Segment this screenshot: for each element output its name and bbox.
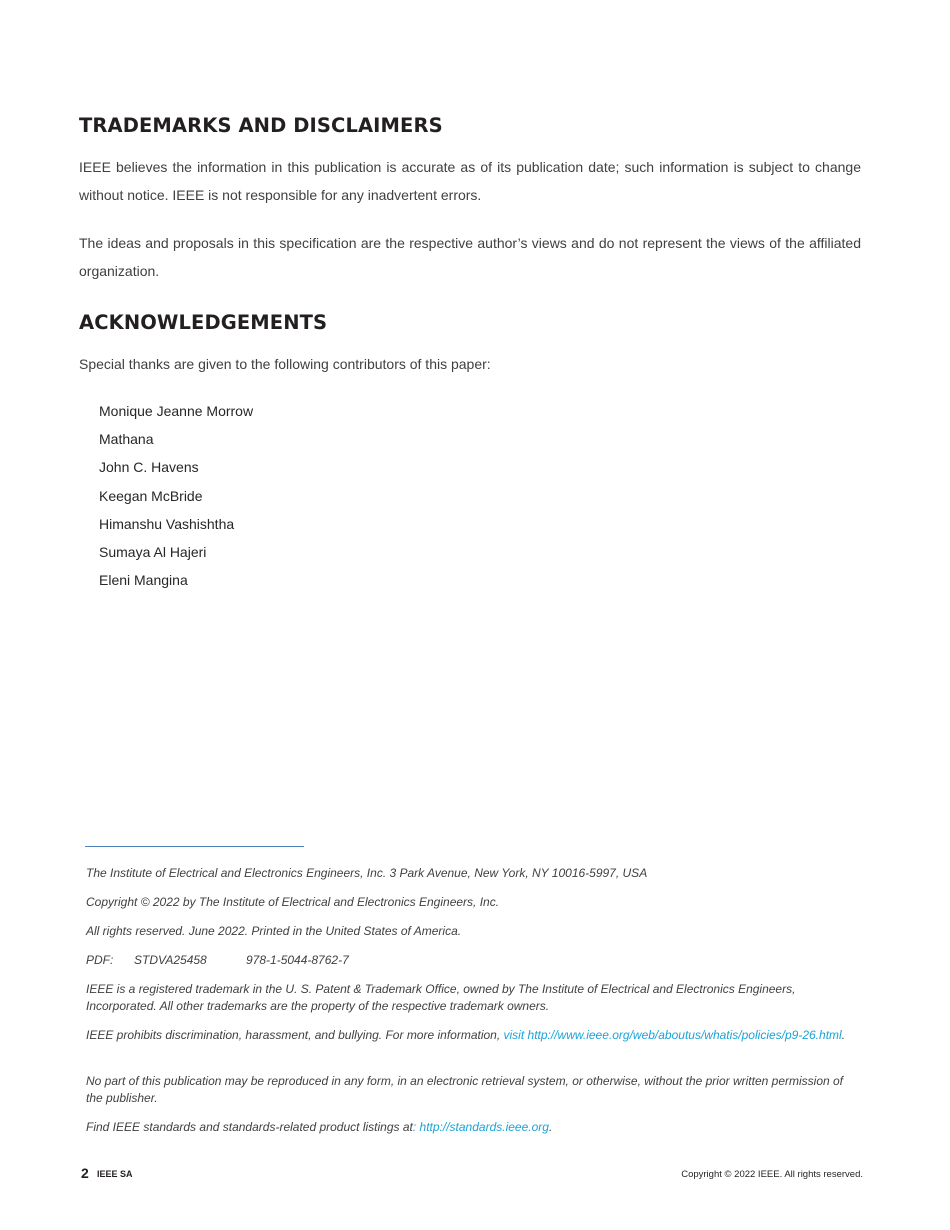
contributor-item: Sumaya Al Hajeri — [99, 544, 207, 561]
footnote-trademark: IEEE is a registered trademark in the U. S. Patent & Trademark Office, owned by The Institute of Electrical and Electronics Engineers, Incorporated. All other trademarks are the property of the respective trademark owners. — [86, 982, 796, 1013]
discrimination-text: IEEE prohibits discrimination, harassment, and bullying. For more information, — [86, 1028, 504, 1042]
footer-brand: IEEE SA — [97, 1169, 133, 1179]
page-number: 2 — [81, 1165, 89, 1181]
policy-link[interactable]: visit http://www.ieee.org/web/aboutus/whatis/policies/p9-26.html — [503, 1028, 842, 1042]
contributor-item: Keegan McBride — [99, 487, 203, 504]
acknowledgements-intro: Special thanks are given to the following contributors of this paper: — [79, 356, 491, 372]
discrimination-end: . — [841, 1028, 846, 1042]
find-text: Find IEEE standards and standards-related product listings at — [86, 1120, 413, 1134]
contributor-item: Monique Jeanne Morrow — [99, 403, 254, 419]
contributor-item: Mathana — [99, 431, 154, 448]
footnote-rights: All rights reserved. June 2022. Printed in the United States of America. — [86, 924, 462, 938]
find-end: . — [548, 1120, 553, 1134]
trademarks-paragraph-2: The ideas and proposals in this specification are the respective author’s views and do not represent the views of the affiliated organization. — [79, 235, 861, 279]
pdf-id: STDVA25458 — [134, 953, 207, 967]
footnote-discrimination — [86, 1027, 858, 1044]
footnote-reproduction: No part of this publication may be reproduced in any form, in an electronic retrieval system, or otherwise, without the prior written permission of the publisher. — [86, 1074, 844, 1105]
footnote-divider — [85, 846, 304, 847]
contributor-item: Eleni Mangina — [99, 572, 188, 589]
footer-copyright: Copyright © 2022 IEEE. All rights reserved. — [681, 1169, 863, 1180]
footnote-standards — [86, 1119, 858, 1136]
footnote-pdf-line — [86, 952, 858, 969]
pdf-isbn: 978-1-5044-8762-7 — [246, 953, 349, 967]
pdf-label: PDF: — [86, 953, 114, 967]
contributor-item: John C. Havens — [99, 459, 199, 476]
trademarks-paragraph-1: IEEE believes the information in this publication is accurate as of its publication date; such information is subject to change without notice. IEEE is not responsible for any inadvertent errors. — [79, 159, 861, 203]
contributor-item: Himanshu Vashishtha — [99, 515, 235, 532]
footnote-address: The Institute of Electrical and Electronics Engineers, Inc. 3 Park Avenue, New York, NY 10016-5997, USA — [86, 866, 648, 880]
footnote-copyright: Copyright © 2022 by The Institute of Electrical and Electronics Engineers, Inc. — [86, 895, 500, 909]
standards-link[interactable]: : http://standards.ieee.org — [412, 1120, 549, 1134]
acknowledgements-heading: ACKNOWLEDGEMENTS — [79, 311, 328, 334]
trademarks-heading: TRADEMARKS AND DISCLAIMERS — [79, 114, 443, 137]
contributor-list — [99, 397, 253, 594]
